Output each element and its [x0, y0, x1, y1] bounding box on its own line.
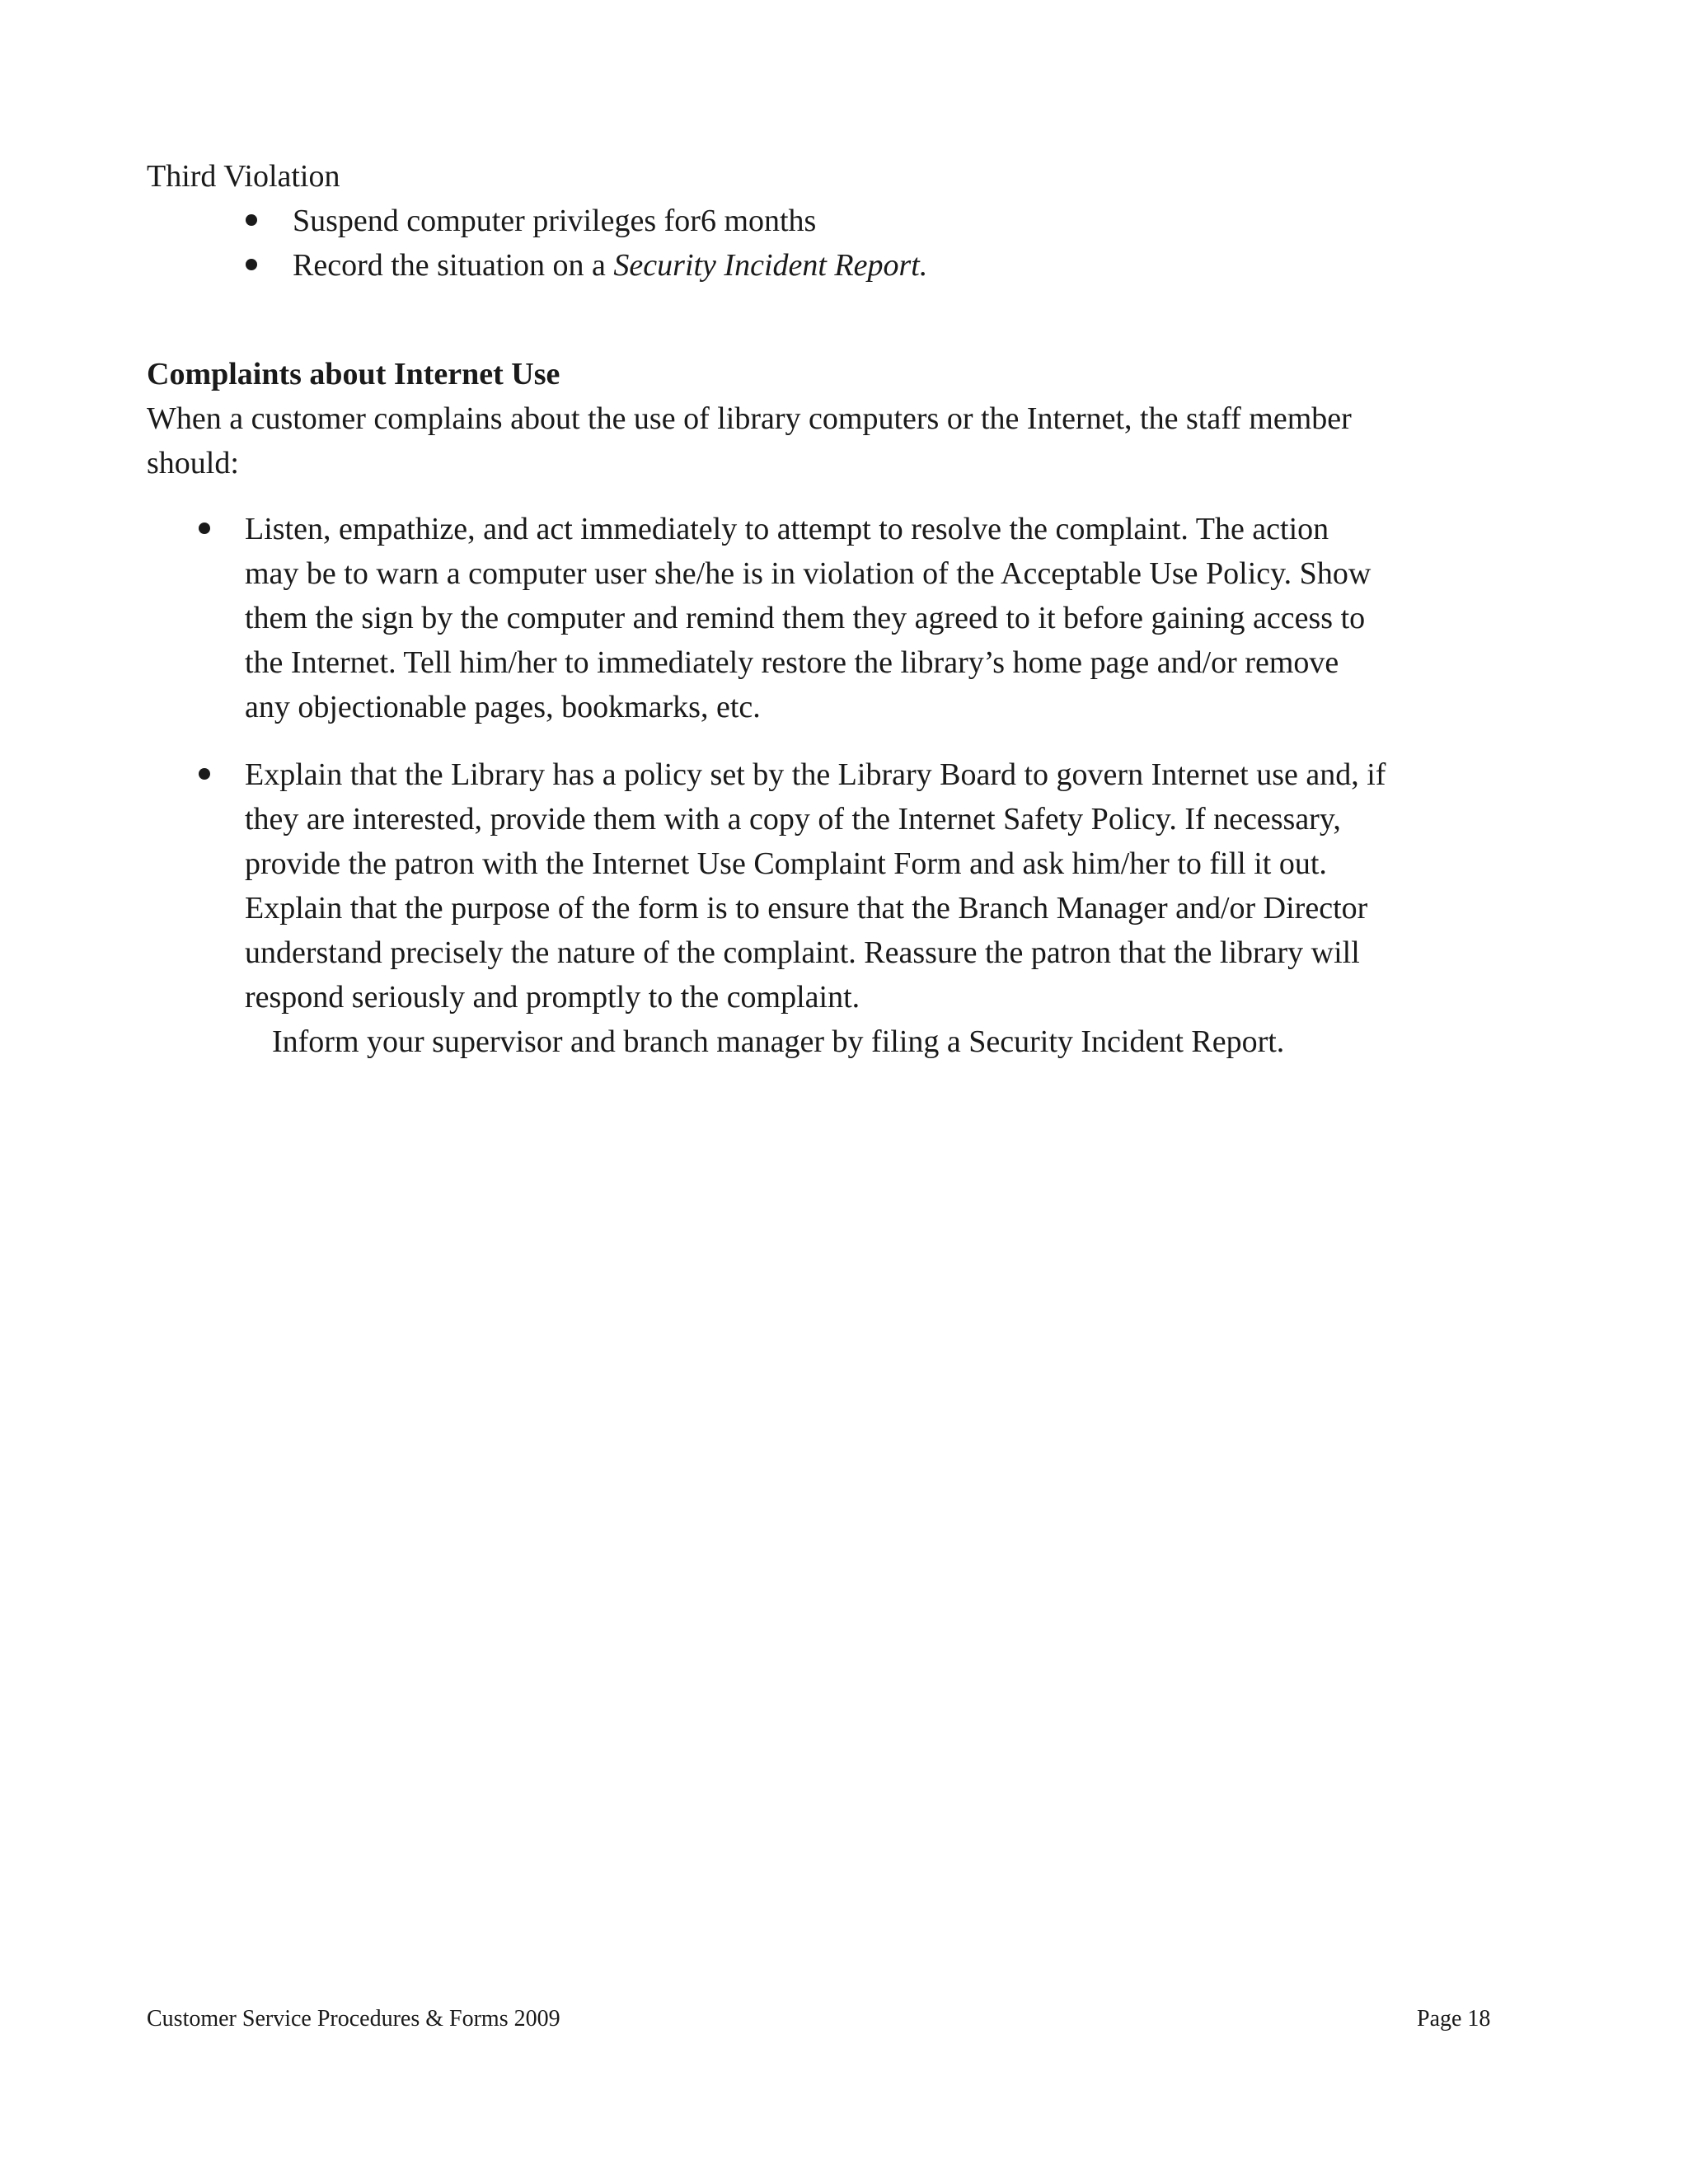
complaint-bullet-1-line-2: may be to warn a computer user she/he is in violation of the Acceptable Use Policy. Show — [245, 556, 1372, 591]
complaints-closing: Inform your supervisor and branch manager by filing a Security Incident Report. — [272, 1024, 1285, 1059]
complaint-bullet-2-line-1: Explain that the Library has a policy set by the Library Board to govern Internet use and, if — [245, 757, 1386, 792]
bullet-icon — [246, 259, 257, 270]
security-incident-report-reference: Security Incident Report. — [613, 248, 928, 283]
third-violation-item-2 — [293, 243, 927, 288]
third-violation-item-2-text: Record the situation on a — [293, 248, 614, 283]
bullet-icon — [246, 214, 257, 226]
complaint-bullet-1-line-5: any objectionable pages, bookmarks, etc. — [245, 690, 761, 724]
complaint-bullet-2-line-3: provide the patron with the Internet Use Complaint Form and ask him/her to fill it out. — [245, 846, 1327, 881]
third-violation-heading: Third Violation — [147, 159, 340, 194]
footer-left: Customer Service Procedures & Forms 2009 — [147, 2006, 560, 2032]
complaints-intro-line-1: When a customer complains about the use of library computers or the Internet, the staff member — [147, 401, 1352, 436]
complaint-bullet-2-line-5: understand precisely the nature of the complaint. Reassure the patron that the library will — [245, 935, 1360, 970]
third-violation-item-1: Suspend computer privileges for6 months — [293, 204, 817, 238]
footer-page-number: Page 18 — [1417, 2006, 1491, 2032]
complaint-bullet-1-line-1: Listen, empathize, and act immediately to attempt to resolve the complaint. The action — [245, 512, 1329, 546]
complaints-intro-line-2: should: — [147, 446, 239, 480]
bullet-icon — [199, 523, 210, 534]
complaints-heading: Complaints about Internet Use — [147, 357, 560, 391]
complaint-bullet-1-line-4: the Internet. Tell him/her to immediately restore the library’s home page and/or remove — [245, 645, 1339, 680]
complaint-bullet-2-line-2: they are interested, provide them with a copy of the Internet Safety Policy. If necessary, — [245, 802, 1341, 837]
complaint-bullet-1-line-3: them the sign by the computer and remind them they agreed to it before gaining access to — [245, 601, 1366, 635]
bullet-icon — [199, 768, 210, 780]
complaint-bullet-2-line-4: Explain that the purpose of the form is to ensure that the Branch Manager and/or Director — [245, 891, 1368, 926]
complaint-bullet-2-line-6: respond seriously and promptly to the complaint. — [245, 980, 860, 1015]
